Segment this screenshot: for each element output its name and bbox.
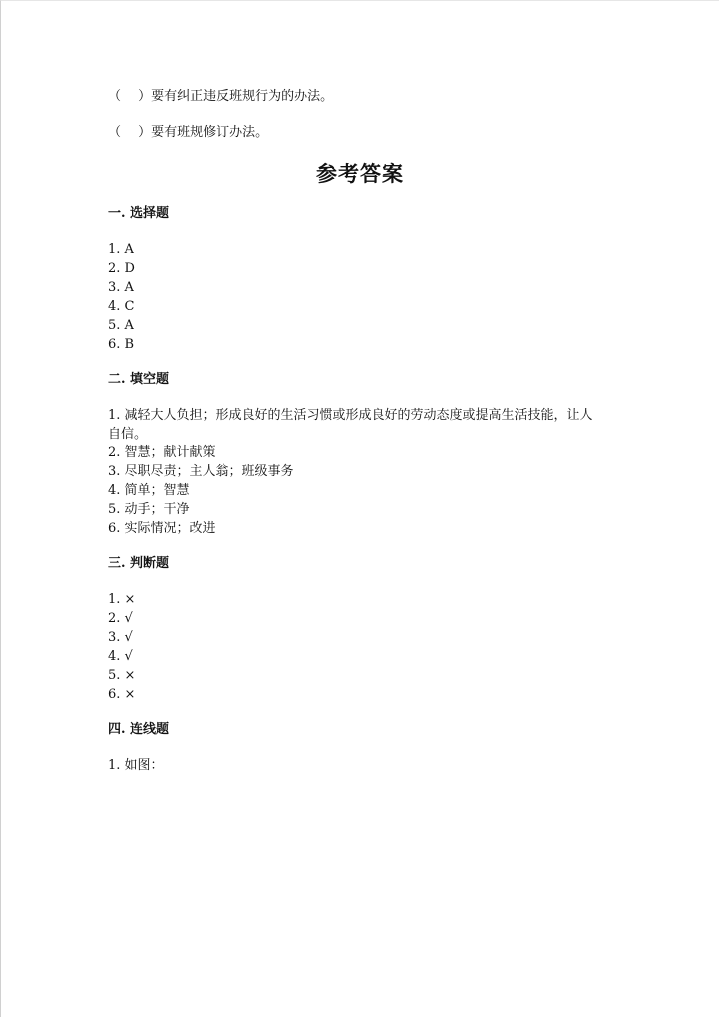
answer-item: 1. × xyxy=(108,592,136,607)
answer-item: 6. × xyxy=(108,687,136,702)
answer-item: 4. C xyxy=(108,299,135,314)
answer-item: 1. A xyxy=(108,242,134,257)
question-item: （ ）要有班规修订办法。 xyxy=(108,125,269,140)
answer-item: 5. A xyxy=(108,318,134,333)
question-item: （ ）要有纠正违反班规行为的办法。 xyxy=(108,89,334,104)
answer-item: 4. 简单；智慧 xyxy=(108,483,190,498)
answer-item: 6. 实际情况；改进 xyxy=(108,521,216,536)
answer-item: 3. √ xyxy=(108,630,133,645)
answer-item: 3. 尽职尽责；主人翁；班级事务 xyxy=(108,464,294,479)
answer-item: 2. √ xyxy=(108,611,133,626)
answer-item: 5. × xyxy=(108,668,136,683)
section-heading-fill: 二. 填空题 xyxy=(108,372,170,387)
page-title: 参考答案 xyxy=(316,161,404,186)
answer-item: 5. 动手；干净 xyxy=(108,502,190,517)
answer-item: 1. 减轻大人负担；形成良好的生活习惯或形成良好的劳动态度或提高生活技能，让人自信。 xyxy=(108,408,593,442)
answer-item: 2. D xyxy=(108,261,135,276)
section-heading-judge: 三. 判断题 xyxy=(108,556,170,571)
answer-item: 6. B xyxy=(108,337,135,352)
answer-item: 1. 如图： xyxy=(108,758,164,773)
answer-item: 2. 智慧；献计献策 xyxy=(108,445,216,460)
answer-item: 3. A xyxy=(108,280,134,295)
section-heading-match: 四. 连线题 xyxy=(108,722,170,737)
section-heading-choice: 一. 选择题 xyxy=(108,206,170,221)
answer-item: 4. √ xyxy=(108,649,133,664)
